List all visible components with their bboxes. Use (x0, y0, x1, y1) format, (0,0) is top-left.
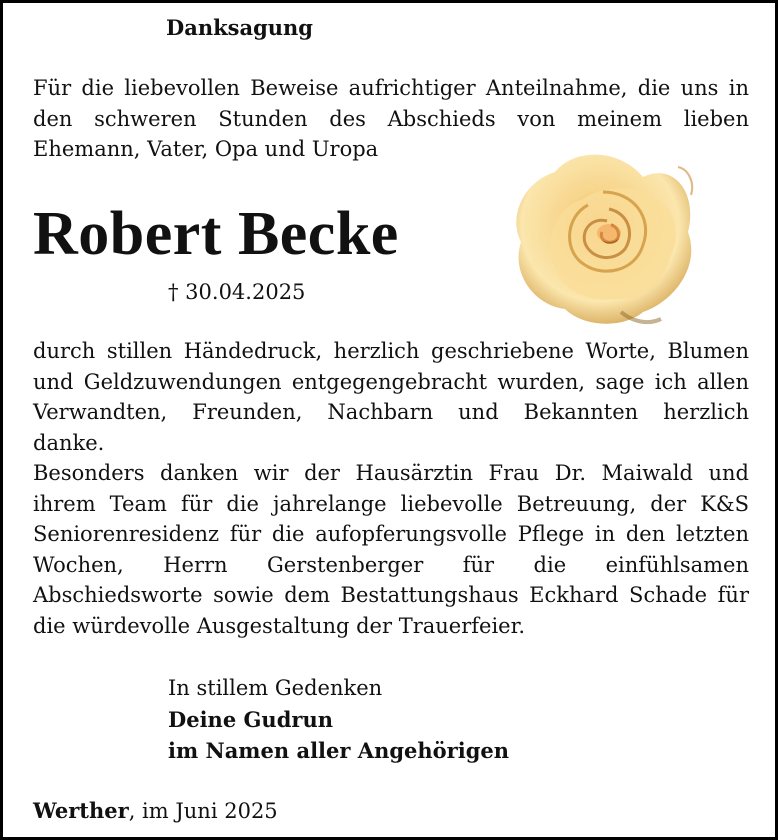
place-date-text: , im Juni 2025 (128, 799, 278, 823)
thanks-paragraph (33, 336, 749, 458)
body-line: Verwandten, Freunden, Nachbarn und Bekannten herzlich (33, 400, 749, 424)
notice-heading: Danksagung (166, 15, 313, 40)
intro-line: den schweren Stunden des Abschieds von meinem lieben (33, 106, 749, 131)
closing-phrase: In stillem Gedenken (168, 676, 383, 700)
thanks-line: ihrem Team für die jahrelange liebevolle Betreuung, der K&S (33, 491, 749, 516)
signature-family: im Namen aller Angehörigen (168, 738, 510, 763)
deceased-name: Robert Becke (33, 200, 399, 268)
thanks-line: Abschiedsworte sowie dem Bestattungshaus Eckhard Schade für (33, 583, 749, 607)
thanks-line: Wochen, Herrn Gerstenberger für die einfühlsamen (33, 552, 749, 577)
special-thanks-paragraph (33, 458, 749, 641)
body-line: danke. (33, 430, 105, 455)
intro-line: Für die liebevollen Beweise aufrichtiger Anteilnahme, die uns in (33, 76, 749, 100)
body-line: durch stillen Händedruck, herzlich geschriebene Worte, Blumen (33, 339, 749, 363)
place-city: Werther (33, 798, 129, 823)
body-line: und Geldzuwendungen entgegengebracht wurden, sage ich allen (33, 369, 749, 394)
rose-icon (503, 137, 703, 332)
thanks-line: die würdevolle Ausgestaltung der Trauerfeier. (33, 613, 526, 638)
place-date (33, 796, 278, 826)
thanks-line: Seniorenresidenz für die aufopferungsvolle Pflege in den letzten (33, 522, 749, 546)
thanks-line: Besonders danken wir der Hausärztin Frau Dr. Maiwald und (33, 461, 749, 485)
signature-name: Deine Gudrun (168, 707, 333, 732)
intro-line: Ehemann, Vater, Opa und Uropa (33, 137, 379, 161)
death-date: † 30.04.2025 (168, 280, 306, 304)
closing-block (168, 673, 509, 766)
